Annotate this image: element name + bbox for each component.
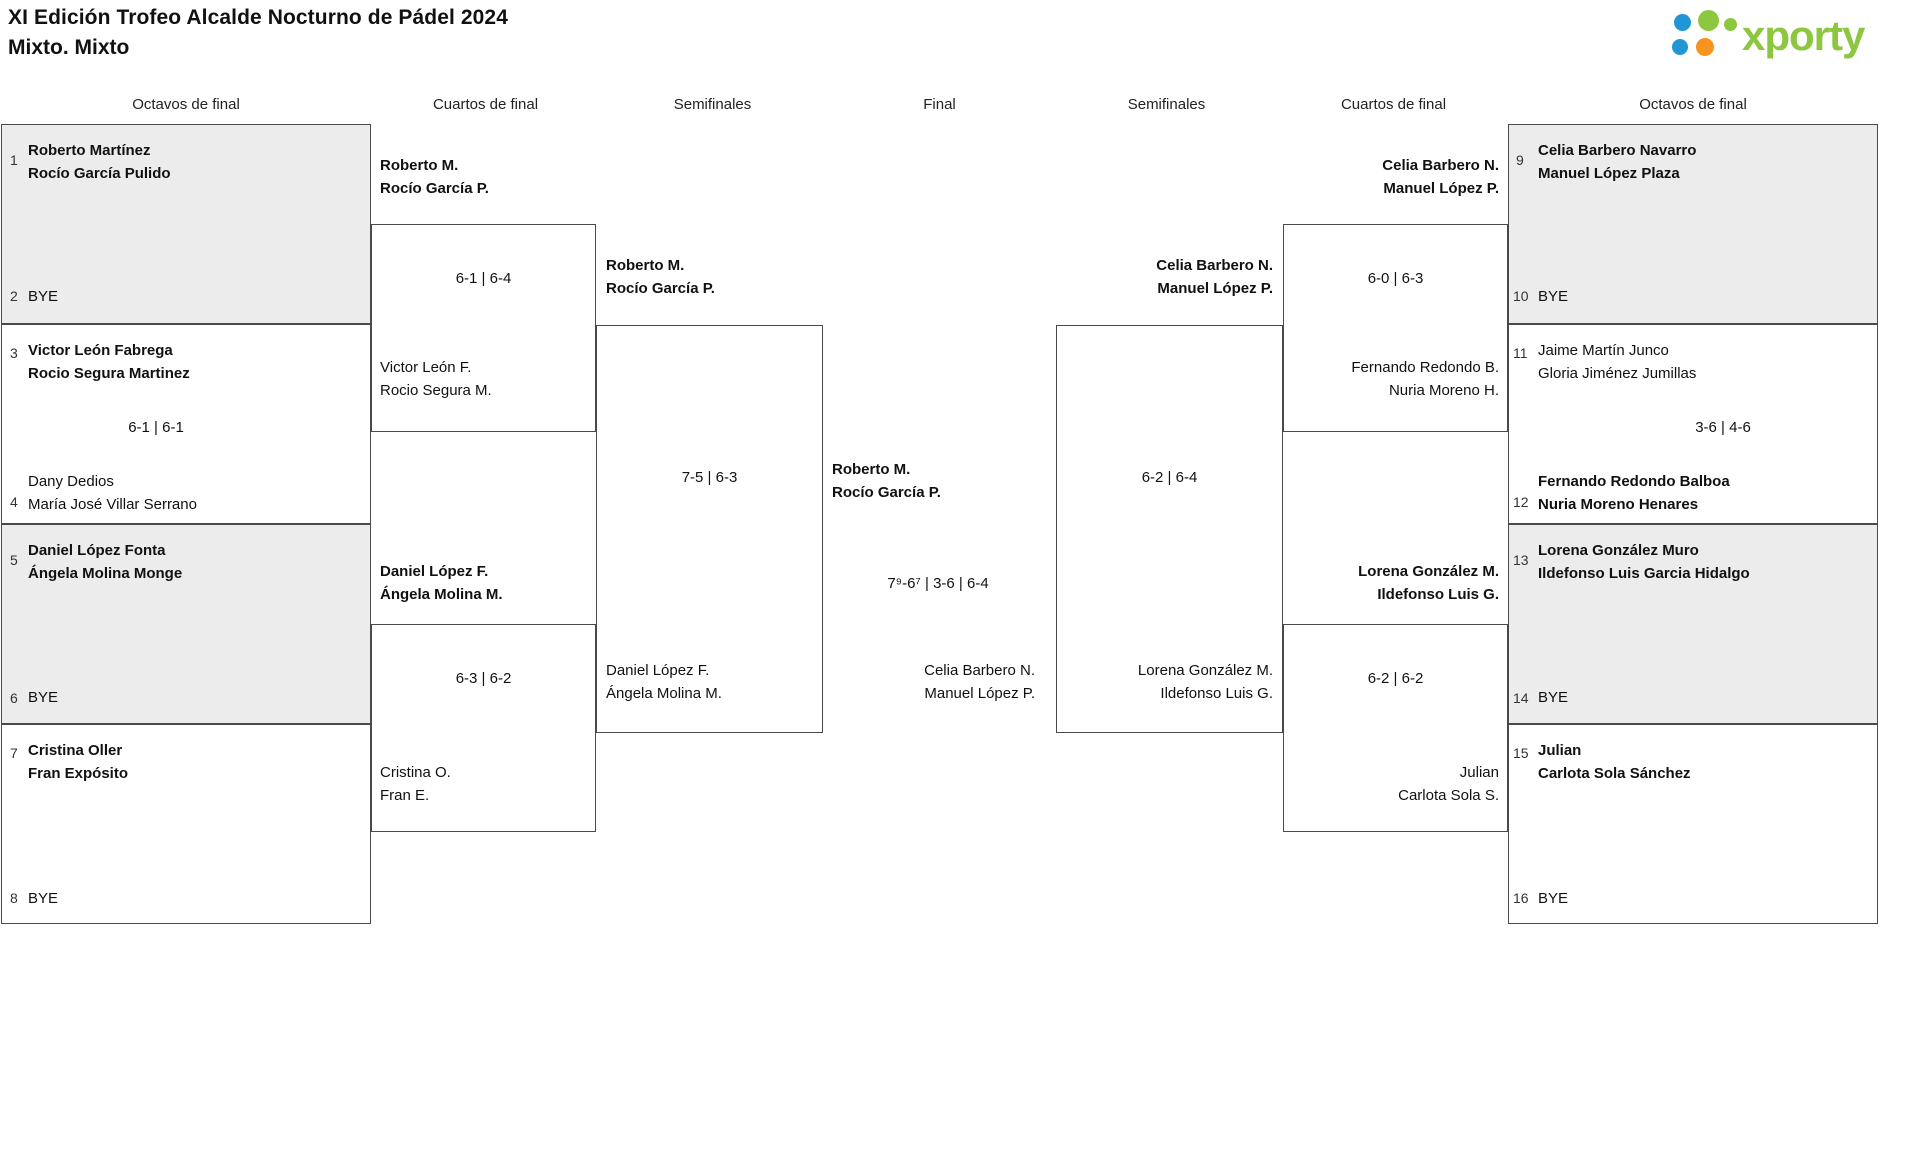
final-runnerup-name: Manuel López P. xyxy=(924,685,1035,702)
seed-number: 16 xyxy=(1513,890,1529,906)
player-name: Nuria Moreno Henares xyxy=(1538,496,1699,513)
player-name: Rocío García P. xyxy=(380,180,489,197)
seed-number: 15 xyxy=(1513,745,1529,761)
player-name: Cristina Oller xyxy=(28,742,123,759)
logo-wordmark: xporty xyxy=(1742,12,1865,59)
player-name: Victor León Fabrega xyxy=(28,342,173,359)
round-label-qf-left: Cuartos de final xyxy=(432,96,539,113)
round-label-sf-right: Semifinales xyxy=(1127,96,1206,113)
page-header xyxy=(0,0,1920,86)
player-name: Gloria Jiménez Jumillas xyxy=(1538,365,1697,382)
player-name: Lorena González M. xyxy=(1358,563,1499,580)
logo-dot-4 xyxy=(1672,39,1688,55)
player-name: Jaime Martín Junco xyxy=(1538,342,1669,359)
seed-number: 7 xyxy=(10,745,18,761)
final-winner-name: Roberto M. xyxy=(832,461,911,478)
seed-number: 3 xyxy=(10,345,18,361)
match-score: 3-6 | 4-6 xyxy=(1695,419,1751,436)
seed-number: 12 xyxy=(1513,494,1529,510)
player-name: Fran Expósito xyxy=(28,765,129,782)
player-name: Daniel López F. xyxy=(380,563,489,580)
seed-number: 2 xyxy=(10,288,18,304)
xporty-logo xyxy=(1668,8,1908,64)
seed-number: 4 xyxy=(10,494,18,510)
final-score: 7⁹-6⁷ | 3-6 | 6-4 xyxy=(887,575,989,592)
player-name: Ildefonso Luis Garcia Hidalgo xyxy=(1538,565,1750,582)
player-name: Lorena González Muro xyxy=(1538,542,1699,559)
player-name: Celia Barbero N. xyxy=(1382,157,1499,174)
player-name: Fran E. xyxy=(380,787,430,804)
player-name: Fernando Redondo B. xyxy=(1351,359,1499,376)
logo-dot-3 xyxy=(1724,18,1737,31)
player-name: Lorena González M. xyxy=(1137,662,1273,679)
player-name: Nuria Moreno H. xyxy=(1388,382,1499,399)
logo-dot-2 xyxy=(1698,10,1719,31)
player-name: Ildefonso Luis G. xyxy=(1377,586,1499,603)
seed-number: 8 xyxy=(10,890,18,906)
player-name: Manuel López P. xyxy=(1157,280,1273,297)
logo-dot-1 xyxy=(1674,14,1691,31)
player-name: Roberto M. xyxy=(606,257,685,274)
player-name: BYE xyxy=(28,288,59,305)
player-name: Fernando Redondo Balboa xyxy=(1538,473,1730,490)
player-name: Daniel López F. xyxy=(606,662,710,679)
seed-number: 1 xyxy=(10,152,18,168)
match-box-left-qf-1[interactable] xyxy=(371,224,596,432)
match-score: 6-2 | 6-4 xyxy=(1141,469,1198,486)
final-winner-name: Rocío García P. xyxy=(832,484,941,501)
match-box-right-qf-1[interactable] xyxy=(1283,224,1508,432)
player-name: BYE xyxy=(1538,890,1569,907)
match-score: 6-0 | 6-3 xyxy=(1367,270,1424,287)
round-label-r16-right: Octavos de final xyxy=(1639,96,1747,113)
player-name: Rocío García Pulido xyxy=(28,165,171,182)
seed-number: 14 xyxy=(1513,690,1529,706)
player-name: Ángela Molina M. xyxy=(380,586,503,603)
round-label-final: Final xyxy=(923,96,956,113)
player-name: Ildefonso Luis G. xyxy=(1160,685,1273,702)
seed-number: 13 xyxy=(1513,552,1529,568)
page-subtitle: Mixto. Mixto xyxy=(8,36,130,59)
player-name: Cristina O. xyxy=(380,764,451,781)
player-name: BYE xyxy=(1538,288,1569,305)
player-name: Celia Barbero Navarro xyxy=(1538,142,1697,159)
player-name: Manuel López P. xyxy=(1383,180,1499,197)
logo-dot-5 xyxy=(1696,38,1714,56)
match-score: 7-5 | 6-3 xyxy=(681,469,738,486)
player-name: Carlota Sola S. xyxy=(1398,787,1499,804)
match-score: 6-1 | 6-1 xyxy=(128,419,184,436)
player-name: Rocio Segura M. xyxy=(380,382,492,399)
round-label-qf-right: Cuartos de final xyxy=(1340,96,1447,113)
round-label-r16-left: Octavos de final xyxy=(132,96,240,113)
player-name: BYE xyxy=(1538,689,1569,706)
player-name: Rocío García P. xyxy=(606,280,715,297)
seed-number: 5 xyxy=(10,552,18,568)
match-score: 6-1 | 6-4 xyxy=(455,270,512,287)
seed-number: 9 xyxy=(1516,152,1524,168)
round-label-sf-left: Semifinales xyxy=(673,96,752,113)
player-name: Roberto M. xyxy=(380,157,459,174)
player-name: Celia Barbero N. xyxy=(1156,257,1273,274)
player-name: Ángela Molina Monge xyxy=(28,565,183,582)
player-name: Julian xyxy=(1459,764,1499,781)
player-name: Dany Dedios xyxy=(28,473,114,490)
player-name: Carlota Sola Sánchez xyxy=(1538,765,1691,782)
seed-number: 10 xyxy=(1513,288,1529,304)
player-name: BYE xyxy=(28,890,59,907)
player-name: BYE xyxy=(28,689,59,706)
player-name: Ángela Molina M. xyxy=(606,685,722,702)
player-name: María José Villar Serrano xyxy=(28,496,197,513)
seed-number: 6 xyxy=(10,690,18,706)
player-name: Manuel López Plaza xyxy=(1538,165,1680,182)
player-name: Roberto Martínez xyxy=(28,142,151,159)
page-title: XI Edición Trofeo Alcalde Nocturno de Pádel 2024 xyxy=(8,6,508,29)
player-name: Julian xyxy=(1538,742,1582,759)
player-name: Rocio Segura Martinez xyxy=(28,365,190,382)
player-name: Victor León F. xyxy=(380,359,472,376)
match-score: 6-3 | 6-2 xyxy=(455,670,512,687)
match-score: 6-2 | 6-2 xyxy=(1367,670,1424,687)
final-runnerup-name: Celia Barbero N. xyxy=(924,662,1035,679)
player-name: Daniel López Fonta xyxy=(28,542,166,559)
seed-number: 11 xyxy=(1513,345,1528,361)
